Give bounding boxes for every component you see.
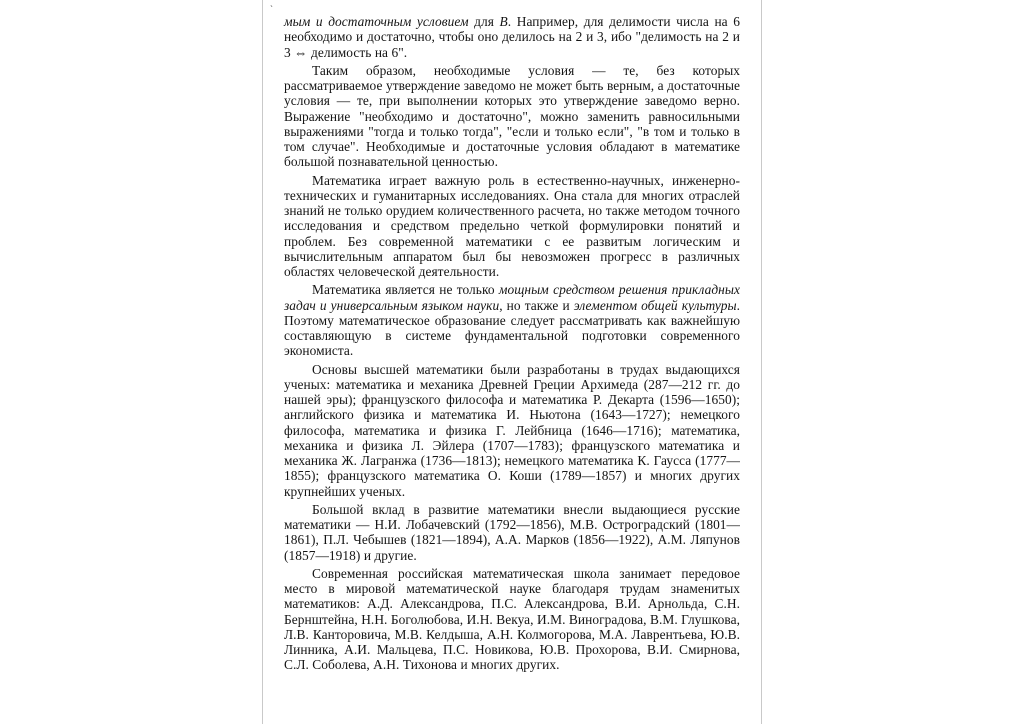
paragraph-p0 xyxy=(284,14,740,60)
text-run: Современная российская математическая школа занимает передовое место в мировой математической науке благодаря трудам знаменитых математиков: А.Д. Александрова, П.С. Александрова, В.И. Арнольда, С.Н. Бернштейна, Н.Н. Боголюбова, И.Н. Векуа, И.М. Виноградова, В.М. Глушкова, Л.В. Канторовича, М.В. Келдыша, А.Н. Колмогорова, М.А. Лаврентьева, Ю.В. Линника, А.И. Мальцева, П.С. Новикова, Ю.В. Прохорова, В.И. Смирнова, С.Л. Соболева, А.Н. Тихонова и многих других. xyxy=(284,565,740,673)
document-page xyxy=(284,14,740,676)
italic-text: мым и достаточным условием xyxy=(284,14,469,29)
stray-mark: ` xyxy=(270,4,273,14)
paragraph-p5 xyxy=(284,502,740,563)
text-run: для xyxy=(468,14,500,29)
text-run: Основы высшей математики были разработаны в трудах выдающихся ученых: математика и механика Древней Греции Архимеда (287—212 гг. до нашей эры); французского философа и математика Р. Декарта (1596—1650); английского физика и математика И. Ньютона (1643—1727); немецкого философа, математика и физика Г. Лейбница (1646—1716); математика, механика и физика Л. Эйлера (1707—1783); французского математика и механика Ж. Лагранжа (1736—1813); немецкого математика К. Гаусса (1777—1855); французского математика О. Коши (1789—1857) и многих других крупнейших ученых. xyxy=(284,361,740,499)
text-run: Математика играет важную роль в естественно-научных, инженерно-технических и гуманитарных исследованиях. Она стала для многих отраслей знаний не только орудием количественного расчета, но также методом точного исследования и средством предельно четкой формулировки понятий и проблем. Без современной математики с ее развитым логическим и вычислительным аппаратом был бы невозможен прогресс в различных областях человеческой деятельности. xyxy=(284,172,740,279)
italic-text: В xyxy=(499,14,508,29)
italic-text: мощным средством решения прикладных задач и универсальным языком науки xyxy=(284,282,740,313)
italic-text: элементом общей культуры xyxy=(573,297,737,313)
text-run: Таким образом, необходимые условия — те, без которых рассматриваемое утверждение заведомо не может быть верным, а достаточные условия — те, при выполнении которых это утверждение заведомо верно. Выражение "необходимо и достаточно", можно заменить равносильными выражениями "тогда и только тогда", "если и только если", "в том и только в том случае". Необходимые и достаточные условия обладают в математике большой познавательной ценностью. xyxy=(284,62,740,170)
text-run: Математика является не только xyxy=(312,282,499,298)
left-page-edge xyxy=(262,0,263,724)
right-page-edge xyxy=(761,0,762,724)
text-run: . Поэтому математическое образование следует рассматривать как важнейшую составляющую в системе фундаментальной подготовки современного экономиста. xyxy=(284,297,740,359)
paragraph-p3 xyxy=(284,282,740,358)
text-run: Большой вклад в развитие математики внесли выдающиеся русские математики — Н.И. Лобачевский (1792—1856), М.В. Остроградский (1801—1861), П.Л. Чебышев (1821—1894), А.А. Марков (1856—1922), А.М. Ляпунов (1857—1918) и другие. xyxy=(284,501,740,563)
paragraph-p4 xyxy=(284,362,740,499)
paragraph-p2 xyxy=(284,173,740,280)
text-run: . Например, для делимости числа на 6 необходимо и достаточно, чтобы оно делилось на 2 и 3, ибо "делимость на 2 и 3 ⇔ делимость на 6". xyxy=(284,14,740,60)
paragraph-p6 xyxy=(284,566,740,673)
paragraph-p1 xyxy=(284,63,740,170)
text-run: , но также и xyxy=(499,297,574,313)
